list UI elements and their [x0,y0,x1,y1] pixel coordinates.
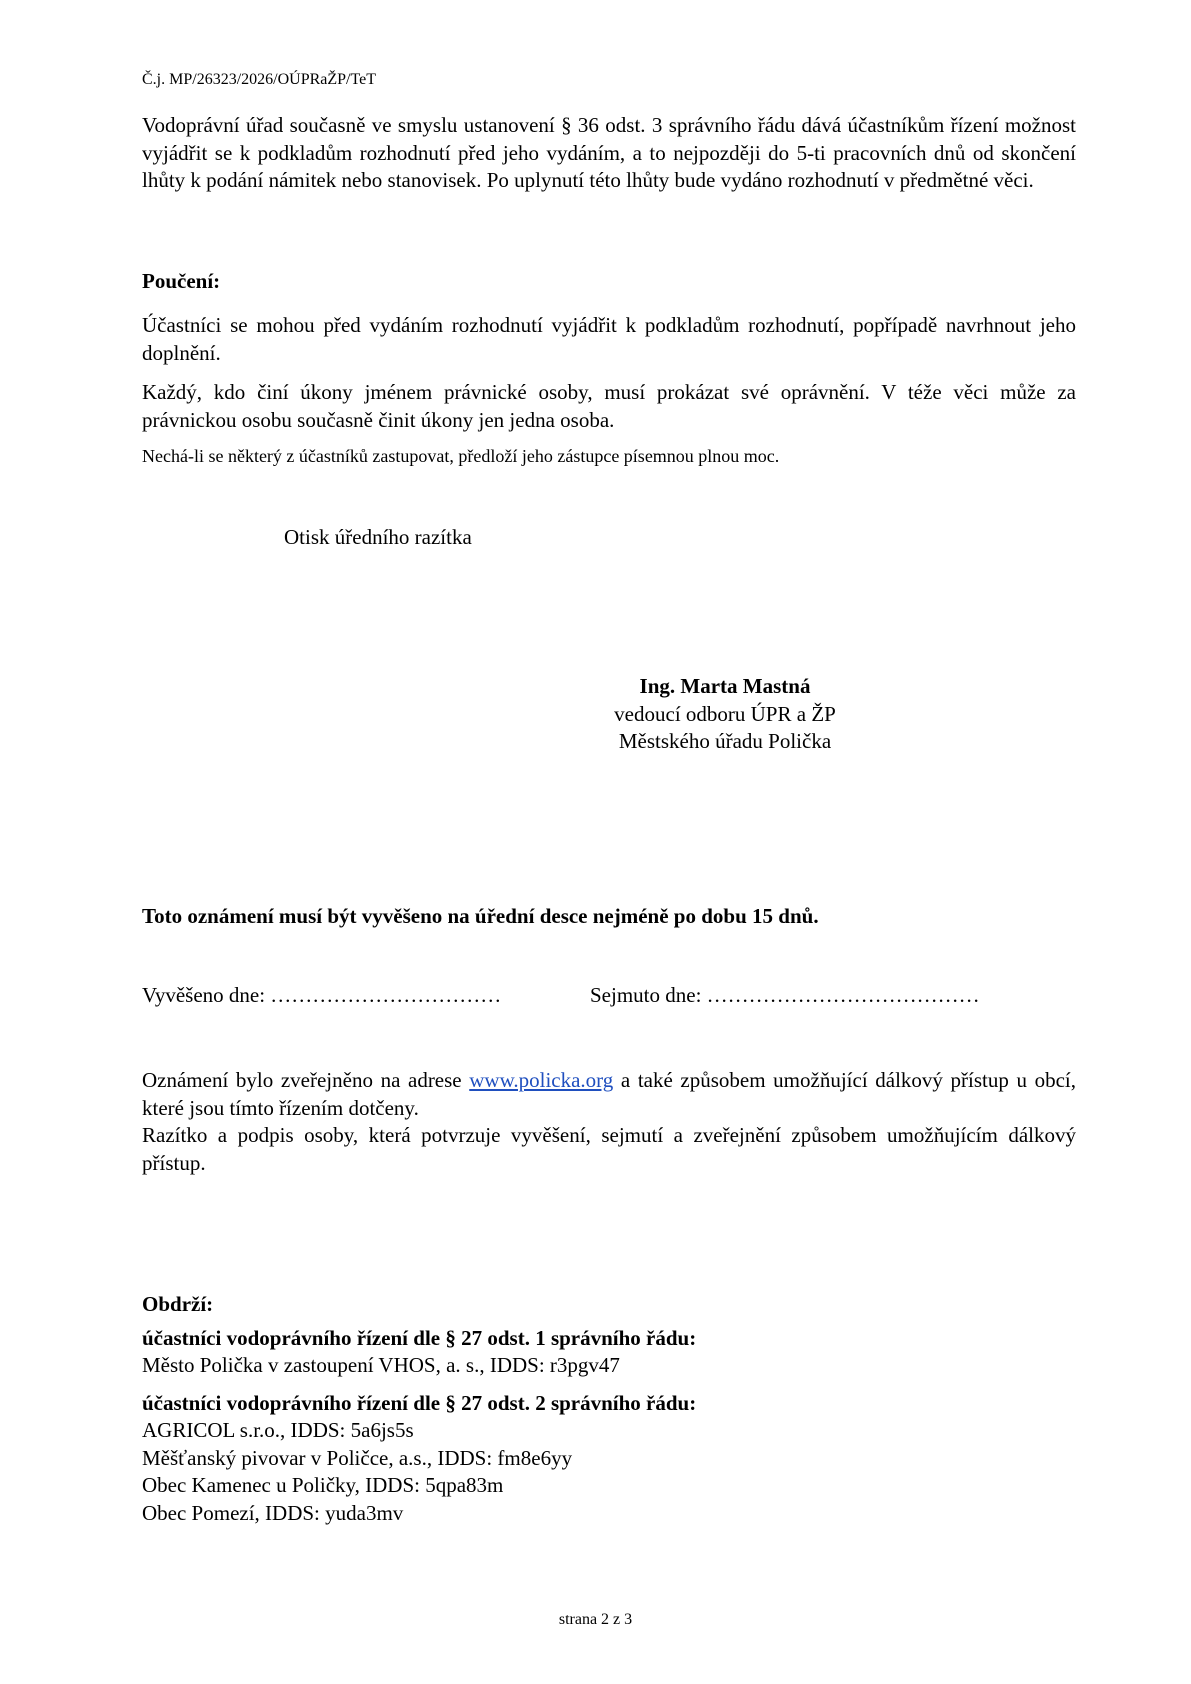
recipient-item: Měšťanský pivovar v Poličce, a.s., IDDS: fm8e6yy [142,1445,573,1470]
reference-number: Č.j. MP/26323/2026/OÚPRaŽP/TeT [142,71,377,88]
signature-block [560,673,890,756]
recipient-item: Obec Kamenec u Poličky, IDDS: 5qpa83m [142,1473,504,1497]
instruction-paragraph-2: Každý, kdo činí úkony jménem právnické osoby, musí prokázat své oprávnění. V téže věci může za právnickou osobu současně činit úkony jen jedna osoba. [142,380,1076,432]
publication-paragraph [142,1067,1076,1122]
page-number: strana 2 z 3 [558,1611,633,1628]
publication-text-before: Oznámení bylo zveřejněno na adrese [142,1068,462,1092]
recipient-group-title: účastníci vodoprávního řízení dle § 27 odst. 1 správního řádu: [142,1325,697,1350]
signatory-office: Městského úřadu Polička [618,729,832,753]
posted-date-field: Vyvěšeno dne: …………………………… [142,983,502,1007]
instruction-paragraph-1: Účastníci se mohou před vydáním rozhodnutí vyjádřit k podkladům rozhodnutí, popřípadě navrhnout jeho doplnění. [142,313,1076,365]
signatory-position: vedoucí odboru ÚPR a ŽP [614,701,836,726]
posting-notice: Toto oznámení musí být vyvěšeno na úřední desce nejméně po dobu 15 dnů. [142,904,819,928]
recipient-item: Město Polička v zastoupení VHOS, a. s., IDDS: r3pgv47 [142,1353,620,1377]
recipient-group-title: účastníci vodoprávního řízení dle § 27 odst. 2 správního řádu: [142,1390,697,1415]
intro-section [142,112,1076,195]
stamp-label: Otisk úředního razítka [284,525,472,549]
recipient-item: AGRICOL s.r.o., IDDS: 5a6js5s [142,1418,414,1442]
instruction-paragraph-3: Nechá-li se některý z účastníků zastupovat, předloží jeho zástupce písemnou plnou moc. [142,446,780,466]
signatory-name: Ing. Marta Mastná [639,674,811,698]
publication-stamp-text: Razítko a podpis osoby, která potvrzuje vyvěšení, sejmutí a zveřejnění způsobem umožňujícím dálkový přístup. [142,1123,1076,1175]
website-link[interactable]: www.policka.org [469,1068,614,1092]
intro-paragraph: Vodoprávní úřad současně ve smyslu ustanovení § 36 odst. 3 správního řádu dává účastníkům řízení možnost vyjádřit se k podkladům rozhodnutí před jeho vydáním, a to nejpozději do 5-ti pracovních dnů od skončení lhůty k podání námitek nebo stanovisek. Po uplynutí této lhůty bude vydáno rozhodnutí v předmětné věci. [142,113,1076,192]
recipient-item: Obec Pomezí, IDDS: yuda3mv [142,1500,404,1525]
publication-section [142,1067,1076,1177]
instruction-section [142,268,1076,468]
removed-date-field: Sejmuto dne: ………………………………… [590,983,980,1007]
publication-text-after: a také způsobem umožňující dálkový přístup u obcí, které jsou tímto řízením dotčeny. [142,1068,1076,1120]
recipients-section [142,1291,1076,1527]
recipients-heading: Obdrží: [142,1292,214,1316]
instruction-heading: Poučení: [142,269,221,293]
